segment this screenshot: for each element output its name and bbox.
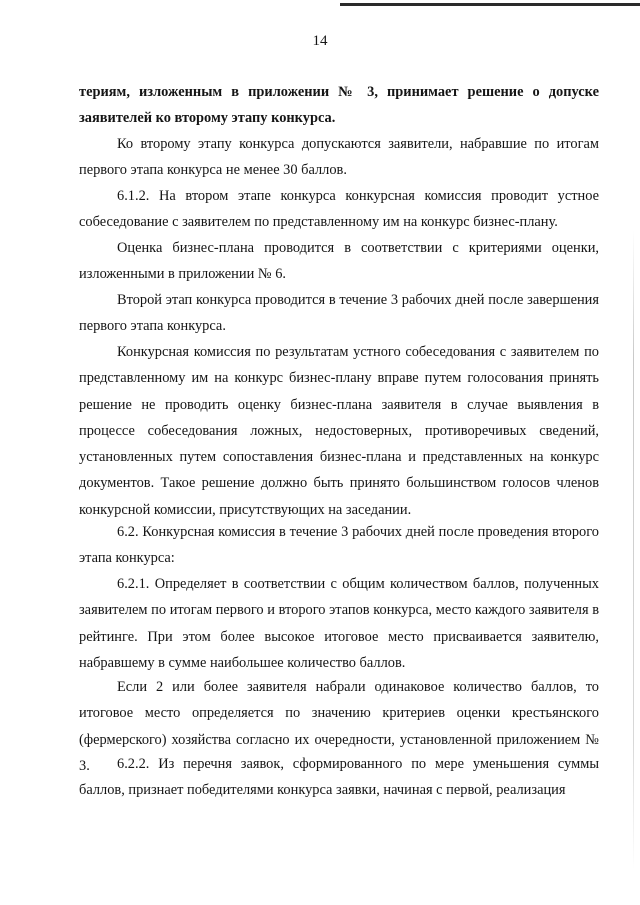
- scan-top-rule: [340, 3, 640, 6]
- paragraph-6-2: 6.2. Конкурсная комиссия в течение 3 рабочих дней после проведения второго этапа конкурса:: [79, 524, 599, 567]
- scan-edge-shadow: [633, 230, 634, 870]
- paragraph-admission: Ко второму этапу конкурса допускаются заявители, набравшие по итогам первого этапа конкурса не менее 30 баллов.: [79, 136, 599, 179]
- paragraph-continuation: териям, изложенным в приложении № 3, принимает решение о допуске заявителей ко второму этапу конкурса.: [79, 84, 599, 127]
- paragraph-tie-rule: Если 2 или более заявителя набрали одинаковое количество баллов, то итоговое место определяется по значению критериев оценки крестьянского (фермерского) хозяйства согласно их очередности, установленной приложением № 3.: [79, 679, 599, 774]
- paragraph-evaluation: Оценка бизнес-плана проводится в соответствии с критериями оценки, изложенными в приложении № 6.: [79, 240, 599, 283]
- paragraph-6-1-2: 6.1.2. На втором этапе конкурса конкурсная комиссия проводит устное собеседование с заявителем по представленному им на конкурс бизнес-плану.: [79, 188, 599, 231]
- paragraph-commission-decision: Конкурсная комиссия по результатам устного собеседования с заявителем по представленному им на конкурс бизнес-плану вправе путем голосования принять решение не проводить оценку бизнес-плана заявителя в случае выявления в процессе собеседования ложных, недостоверных, противоречивых сведений, установленных путем сопоставления бизнес-плана и представленных на конкурс документов. Такое решение должно быть принято большинством голосов членов конкурсной комиссии, присутствующих на заседании.: [79, 344, 599, 518]
- paragraph-6-2-2: 6.2.2. Из перечня заявок, сформированного по мере уменьшения суммы баллов, признает победителями конкурса заявки, начиная с первой, реализация: [79, 756, 599, 799]
- paragraph-second-stage: Второй этап конкурса проводится в течение 3 рабочих дней после завершения первого этапа конкурса.: [79, 292, 599, 335]
- paragraph-6-2-1: 6.2.1. Определяет в соответствии с общим количеством баллов, полученных заявителем по итогам первого и второго этапов конкурса, место каждого заявителя в рейтинге. При этом более высокое итоговое место присваивается заявителю, набравшему в сумме наибольшее количество баллов.: [79, 576, 599, 671]
- page-number: 14: [312, 33, 328, 49]
